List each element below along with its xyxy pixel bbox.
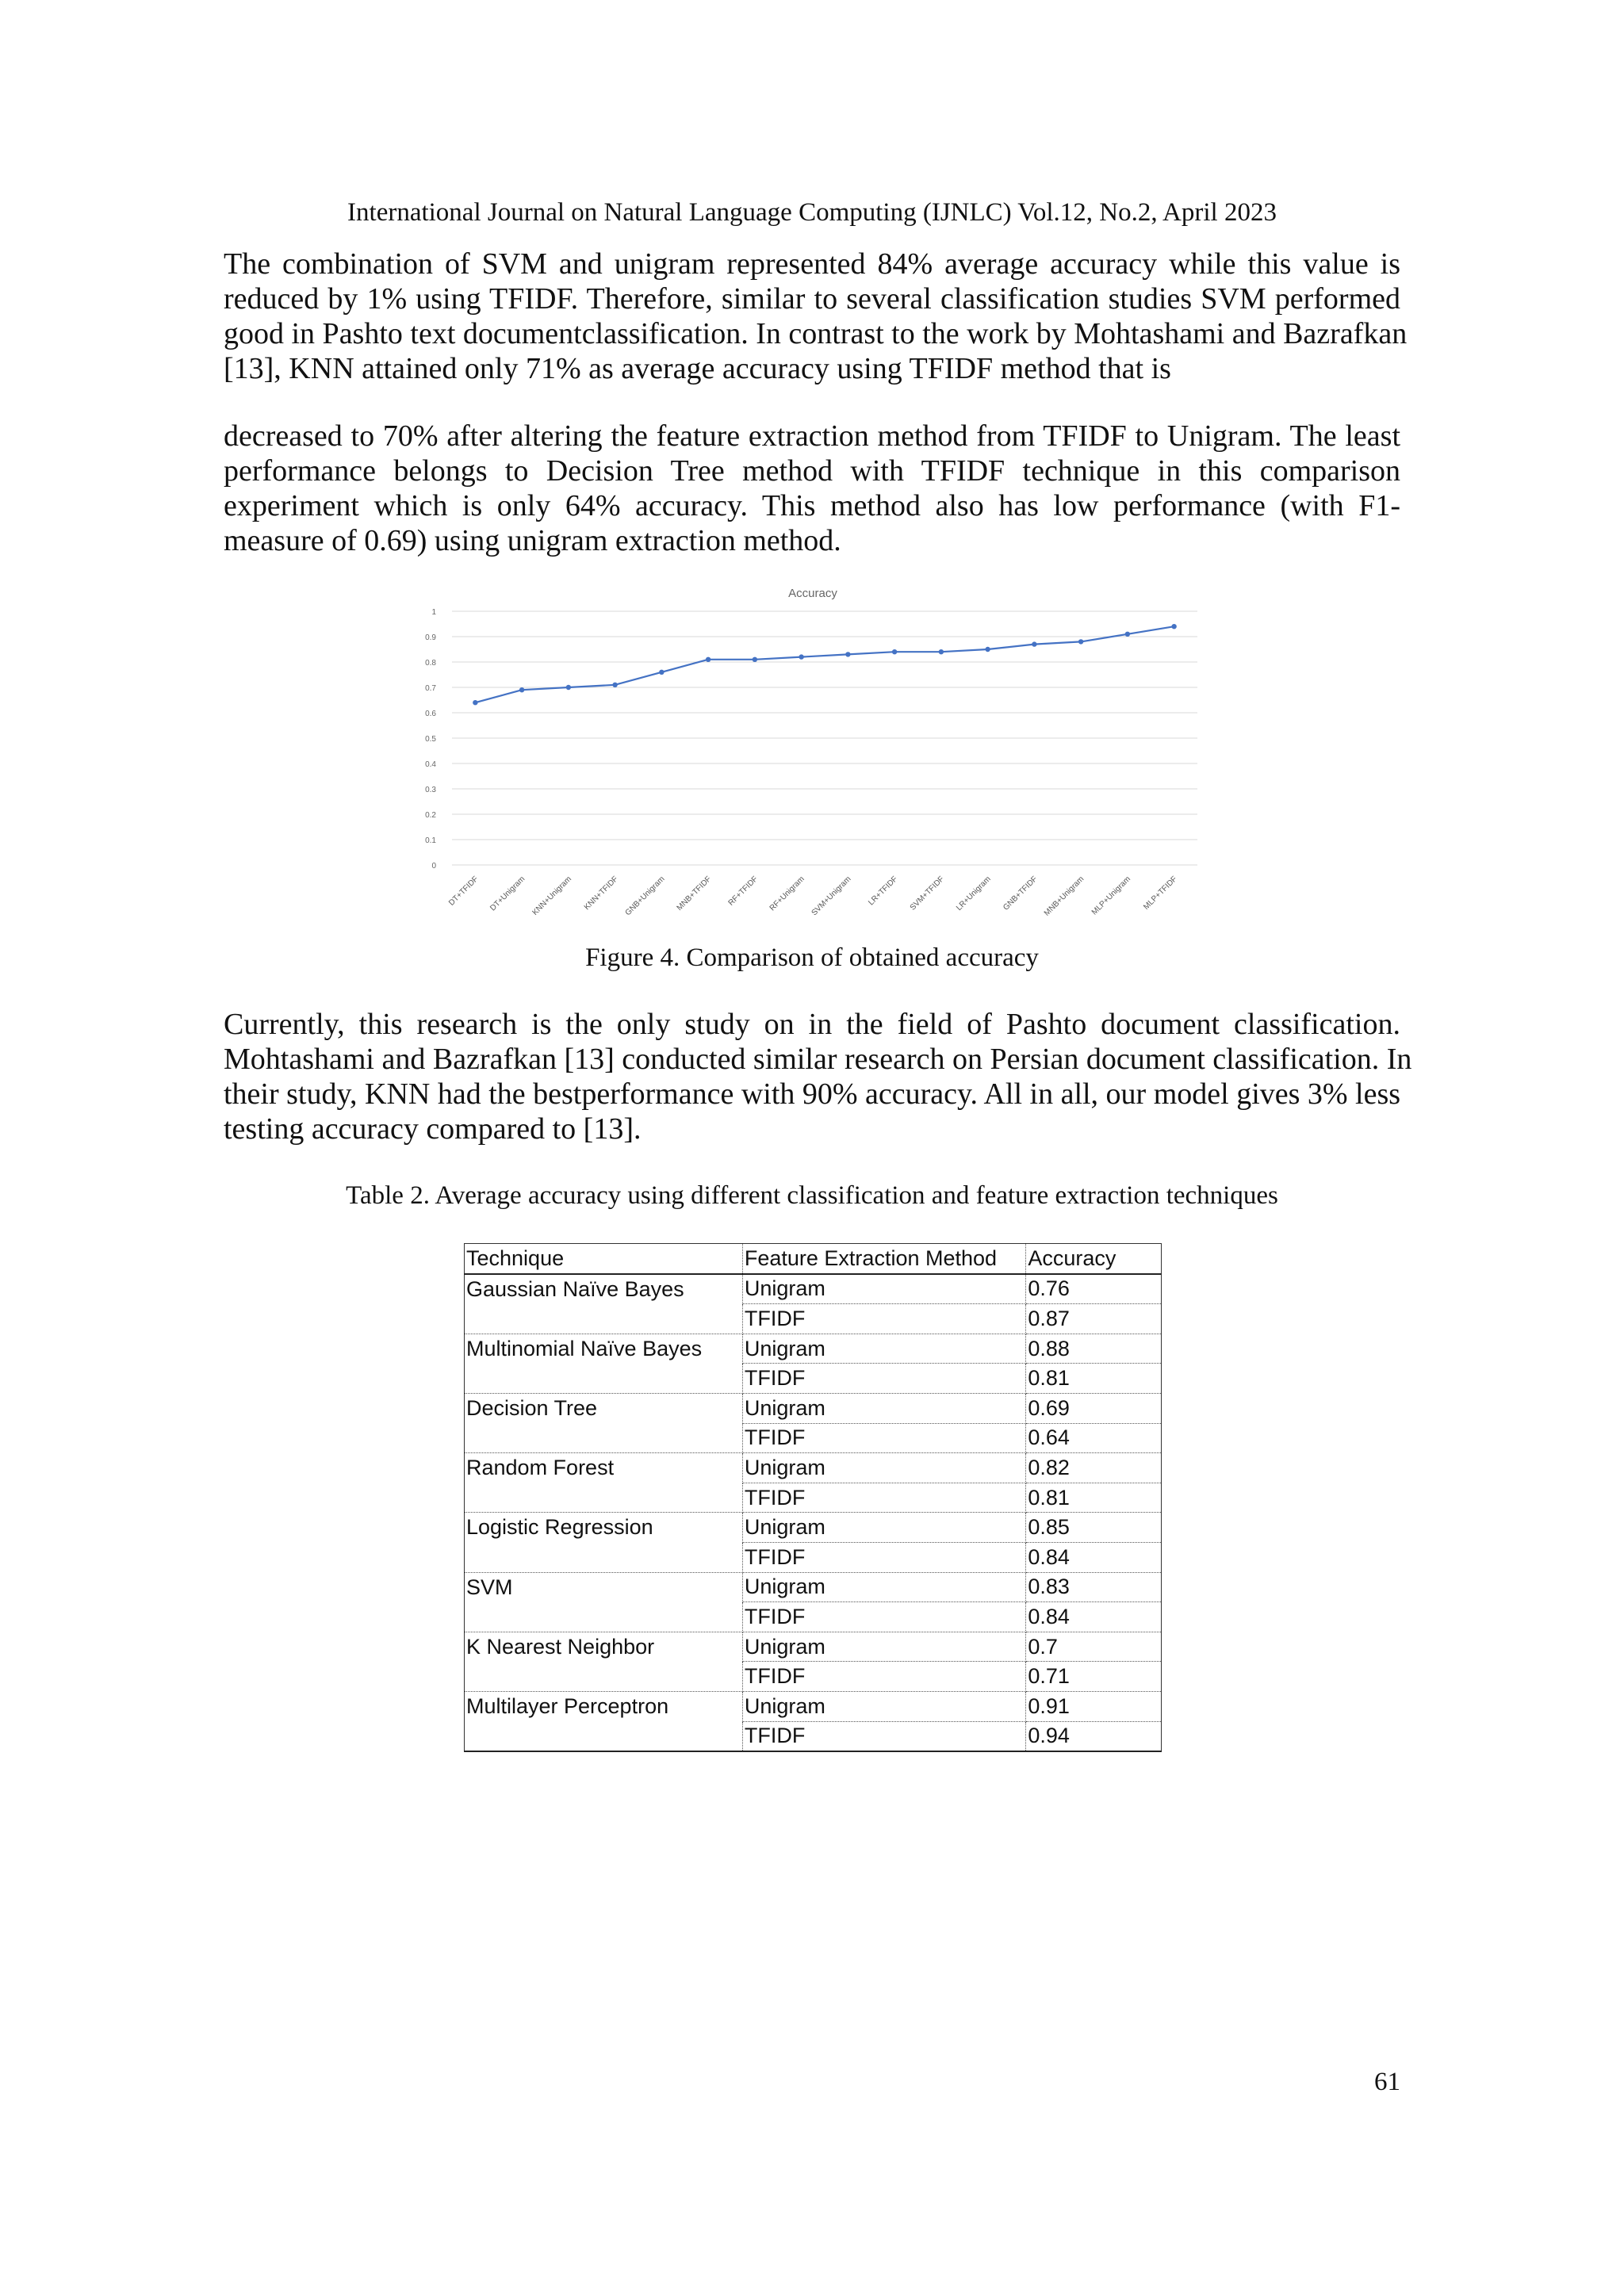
text-line: experiment which is only 64% accuracy. This method also has low performance (with F1- [224,489,1400,522]
table-cell: 0.88 [1026,1334,1162,1364]
x-tick-label: GNB+Unigram [623,874,667,918]
data-point [659,670,664,675]
table-row [465,1721,1162,1751]
text-line: reduced by 1% using TFIDF. Therefore, similar to several classification studies SVM performed [224,282,1400,316]
table-row [465,1602,1162,1632]
x-tick-label: LR+TFIDF [867,874,900,908]
text-line: [13], KNN attained only 71% as average accuracy using TFIDF method that is [224,352,1171,385]
table-cell: 0.69 [1026,1393,1162,1423]
table-cell: Unigram [742,1393,1025,1423]
y-tick-label: 0.2 [425,811,436,820]
table-cell: SVM [465,1572,743,1602]
table-cell: TFIDF [742,1483,1025,1513]
column-header: Technique [465,1244,743,1274]
data-point [939,649,944,654]
y-tick-label: 0.9 [425,633,436,642]
text-line: Mohtashami and Bazrafkan [13] conducted similar research on Persian document classification. In [224,1043,1412,1076]
table-cell: Unigram [742,1572,1025,1602]
x-tick-label: MNB+Unigram [1042,874,1086,918]
y-tick-label: 0.5 [425,735,436,744]
table-cell: Unigram [742,1691,1025,1721]
x-tick-label: GNB+TFIDF [1002,874,1040,913]
x-tick-label: MNB+TFIDF [675,874,714,913]
table-cell [465,1423,743,1453]
table-row [465,1483,1162,1513]
table-cell: K Nearest Neighbor [465,1632,743,1662]
data-point [519,687,524,692]
table-row [465,1423,1162,1453]
table-cell: Logistic Regression [465,1513,743,1543]
text-line: their study, KNN had the bestperformance with 90% accuracy. All in all, our model gives 3% less [224,1077,1401,1111]
table-cell: Multinomial Naïve Bayes [465,1334,743,1364]
y-tick-label: 0.8 [425,659,436,668]
table-cell: 0.87 [1026,1304,1162,1334]
table-cell: 0.85 [1026,1513,1162,1543]
y-tick-label: 0.3 [425,786,436,794]
table-cell: Unigram [742,1453,1025,1483]
series-line [475,626,1174,702]
table-row [465,1453,1162,1483]
data-point [1125,632,1130,637]
table-row [465,1542,1162,1572]
table-cell: 0.83 [1026,1572,1162,1602]
figure-caption: Figure 4. Comparison of obtained accuracy [585,943,1039,972]
paragraph-1 [224,247,1408,386]
table-cell: TFIDF [742,1602,1025,1632]
text-line: The combination of SVM and unigram represented 84% average accuracy while this value is [224,247,1400,281]
table-row [465,1632,1162,1662]
data-point [612,683,617,687]
y-tick-label: 0 [431,862,436,871]
table-row [465,1334,1162,1364]
text-line: good in Pashto text documentclassification. In contrast to the work by Mohtashami and Bazrafkan [224,317,1408,350]
data-point [706,657,710,662]
table-header-row [465,1244,1162,1274]
table-cell [465,1721,743,1751]
table-cell: 0.84 [1026,1542,1162,1572]
table-cell [465,1364,743,1394]
table-cell: 0.81 [1026,1364,1162,1394]
table-cell [465,1662,743,1692]
table-caption: Table 2. Average accuracy using different classification and feature extraction techniques [346,1181,1278,1210]
x-tick-label: SVM+TFIDF [908,874,946,913]
accuracy-chart [412,575,1213,924]
y-tick-label: 0.1 [425,836,436,845]
table-cell: Unigram [742,1334,1025,1364]
text-line: testing accuracy compared to [13]. [224,1112,642,1146]
text-line: Currently, this research is the only study on in the field of Pashto document classification. [224,1008,1400,1041]
data-point [845,652,850,656]
x-tick-label: RF+Unigram [768,874,806,913]
table-cell: Decision Tree [465,1393,743,1423]
x-tick-label: KNN+TFIDF [582,874,620,913]
table-cell: 0.64 [1026,1423,1162,1453]
column-header: Feature Extraction Method [742,1244,1025,1274]
data-point [1078,639,1083,644]
table-row [465,1513,1162,1543]
y-tick-label: 1 [431,608,436,617]
table-cell: TFIDF [742,1721,1025,1751]
x-tick-label: RF+TFIDF [726,874,760,908]
table-cell: Multilayer Perceptron [465,1691,743,1721]
table-cell [465,1602,743,1632]
table-cell [465,1483,743,1513]
table-cell: TFIDF [742,1364,1025,1394]
x-tick-label: SVM+Unigram [810,874,853,918]
x-tick-label: LR+Unigram [955,874,993,913]
x-tick-label: DT+TFIDF [447,874,481,908]
x-tick-label: MLP+Unigram [1090,874,1132,917]
table-cell: Unigram [742,1632,1025,1662]
x-tick-label: MLP+TFIDF [1142,874,1179,912]
table-cell: TFIDF [742,1662,1025,1692]
table-cell [465,1304,743,1334]
data-point [1032,641,1036,646]
data-point [566,685,571,690]
table-cell [465,1542,743,1572]
table-row [465,1274,1162,1304]
table-cell: 0.82 [1026,1453,1162,1483]
table-cell: Gaussian Naïve Bayes [465,1274,743,1304]
table-cell: 0.7 [1026,1632,1162,1662]
table-cell: 0.76 [1026,1274,1162,1304]
paragraph-2 [224,419,1400,558]
accuracy-table [464,1243,1162,1752]
data-point [473,700,477,705]
table-cell: 0.71 [1026,1662,1162,1692]
y-tick-label: 0.7 [425,684,436,693]
paragraph-3 [224,1007,1412,1146]
table-cell: 0.84 [1026,1602,1162,1632]
table-cell: Unigram [742,1513,1025,1543]
table-row [465,1393,1162,1423]
table-row [465,1304,1162,1334]
table-row [465,1691,1162,1721]
data-point [799,654,803,659]
running-header: International Journal on Natural Language Computing (IJNLC) Vol.12, No.2, April 2023 [347,198,1277,227]
table-cell: TFIDF [742,1304,1025,1334]
chart-title: Accuracy [788,587,837,600]
table-cell: TFIDF [742,1423,1025,1453]
chart-svg [412,575,1213,924]
table-row [465,1364,1162,1394]
y-tick-label: 0.4 [425,760,436,769]
data-point [985,647,990,652]
table-cell: 0.91 [1026,1691,1162,1721]
page-number: 61 [1374,2068,1400,2096]
x-tick-label: DT+Unigram [488,874,527,913]
text-line: measure of 0.69) using unigram extraction method. [224,524,841,557]
y-tick-label: 0.6 [425,710,436,718]
table-cell: Unigram [742,1274,1025,1304]
table-cell: TFIDF [742,1542,1025,1572]
table-row [465,1662,1162,1692]
table-cell: 0.94 [1026,1721,1162,1751]
data-point [1171,624,1176,629]
text-line: decreased to 70% after altering the feature extraction method from TFIDF to Unigram. The least [224,419,1400,453]
column-header: Accuracy [1026,1244,1162,1274]
data-point [892,649,897,654]
data-point [753,657,757,662]
text-line: performance belongs to Decision Tree method with TFIDF technique in this comparison [224,454,1400,488]
table-row [465,1572,1162,1602]
x-tick-label: KNN+Unigram [530,874,573,917]
table-cell: Random Forest [465,1453,743,1483]
table-cell: 0.81 [1026,1483,1162,1513]
